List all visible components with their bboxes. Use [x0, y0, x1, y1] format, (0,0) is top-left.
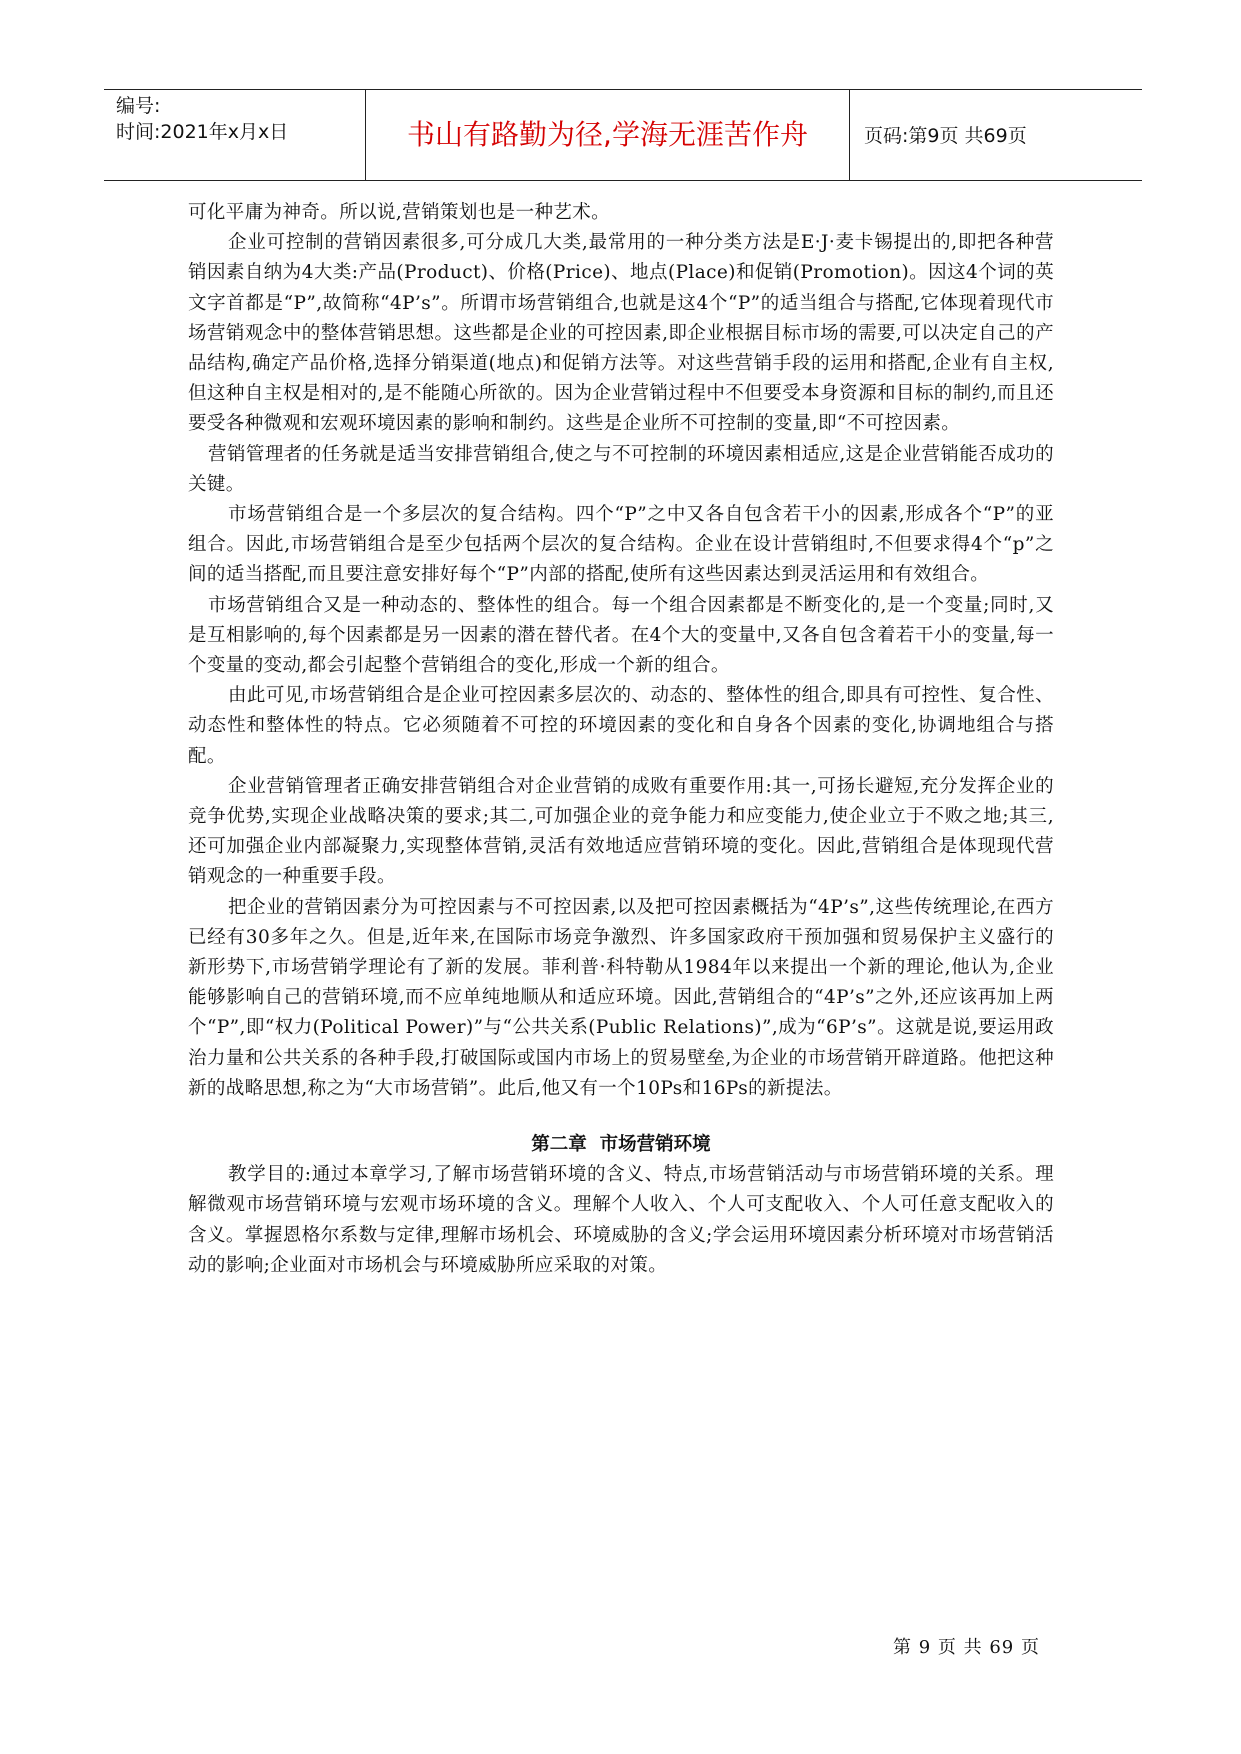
paragraph-5: 市场营销组合又是一种动态的、整体性的组合。每一个组合因素都是不断变化的,是一个变量;同时,又是互相影响的,每个因素都是另一因素的潜在替代者。在4个大的变量中,又各自包含着若干小的变量,每一个变量的变动,都会引起整个营销组合的变化,形成一个新的组合。 — [188, 594, 1054, 677]
page-header — [104, 89, 1142, 181]
header-motto: 书山有路勤为径,学海无涯苦作舟 — [407, 118, 808, 151]
chapter-objective: 教学目的:通过本章学习,了解市场营销环境的含义、特点,市场营销活动与市场营销环境的关系。理解微观市场营销环境与宏观市场环境的含义。理解个人收入、个人可支配收入、个人可任意支配收入的含义。掌握恩格尔系数与定律,理解市场机会、环境威胁的含义;学会运用环境因素分析环境对市场营销活动的影响;企业面对市场机会与环境威胁所应采取的对策。 — [188, 1164, 1054, 1276]
chapter-title: 第二章 市场营销环境 — [531, 1134, 711, 1156]
document-number-label: 编号: — [116, 95, 161, 117]
paragraph-6: 由此可见,市场营销组合是企业可控因素多层次的、动态的、整体性的组合,即具有可控性、复合性、动态性和整体性的特点。它必须随着不可控的环境因素的变化和自身各个因素的变化,协调地组合与搭配。 — [188, 685, 1054, 767]
document-body — [188, 198, 1054, 1281]
header-left-cell — [104, 90, 366, 180]
paragraph-3: 营销管理者的任务就是适当安排营销组合,使之与不可控制的环境因素相适应,这是企业营销能否成功的关键。 — [188, 443, 1054, 495]
paragraph-1: 可化平庸为神奇。所以说,营销策划也是一种艺术。 — [188, 202, 611, 223]
header-middle-cell — [366, 90, 850, 180]
document-time-label: 时间:2021年x月x日 — [116, 121, 289, 143]
header-page-info: 页码:第9页 共69页 — [864, 125, 1027, 147]
paragraph-8: 把企业的营销因素分为可控因素与不可控因素,以及把可控因素概括为“4P’s”,这些传统理论,在西方已经有30多年之久。但是,近年来,在国际市场竞争激烈、许多国家政府干预加强和贸易保护主义盛行的新形势下,市场营销学理论有了新的发展。菲利普·科特勒从1984年以来提出一个新的理论,他认为,企业能够影响自己的营销环境,而不应单纯地顺从和适应环境。因此,营销组合的“4P’s”之外,还应该再加上两个“P”,即“权力(Political Power)”与“公共关系(Public Relations)”,成为“6P’s”。这就是说,要运用政治力量和公共关系的各种手段,打破国际或国内市场上的贸易壁垒,为企业的市场营销开辟道路。他把这种新的战略思想,称之为“大市场营销”。此后,他又有一个10Ps和16Ps的新提法。 — [188, 896, 1054, 1099]
header-right-cell — [850, 90, 1142, 180]
page-footer: 第 9 页 共 69 页 — [893, 1637, 1040, 1658]
paragraph-4: 市场营销组合是一个多层次的复合结构。四个“P”之中又各自包含若干小的因素,形成各个“P”的亚组合。因此,市场营销组合是至少包括两个层次的复合结构。企业在设计营销组时,不但要求得4个“p”之间的适当搭配,而且要注意安排好每个“P”内部的搭配,使所有这些因素达到灵活运用和有效组合。 — [188, 504, 1054, 586]
paragraph-2: 企业可控制的营销因素很多,可分成几大类,最常用的一种分类方法是E·J·麦卡锡提出的,即把各种营销因素自纳为4大类:产品(Product)、价格(Price)、地点(Place)和促销(Promotion)。因这4个词的英文字首都是“P”,故简称“4P’s”。所谓市场营销组合,也就是这4个“P”的适当组合与搭配,它体现着现代市场营销观念中的整体营销思想。这些都是企业的可控因素,即企业根据目标市场的需要,可以决定自己的产品结构,确定产品价格,选择分销渠道(地点)和促销方法等。对这些营销手段的运用和搭配,企业有自主权,但这种自主权是相对的,是不能随心所欲的。因为企业营销过程中不但要受本身资源和目标的制约,而且还要受各种微观和宏观环境因素的影响和制约。这些是企业所不可控制的变量,即“不可控因素。 — [188, 232, 1054, 435]
paragraph-7: 企业营销管理者正确安排营销组合对企业营销的成败有重要作用:其一,可扬长避短,充分发挥企业的竞争优势,实现企业战略决策的要求;其二,可加强企业的竞争能力和应变能力,使企业立于不败之地;其三,还可加强企业内部凝聚力,实现整体营销,灵活有效地适应营销环境的变化。因此,营销组合是体现现代营销观念的一种重要手段。 — [188, 775, 1054, 888]
